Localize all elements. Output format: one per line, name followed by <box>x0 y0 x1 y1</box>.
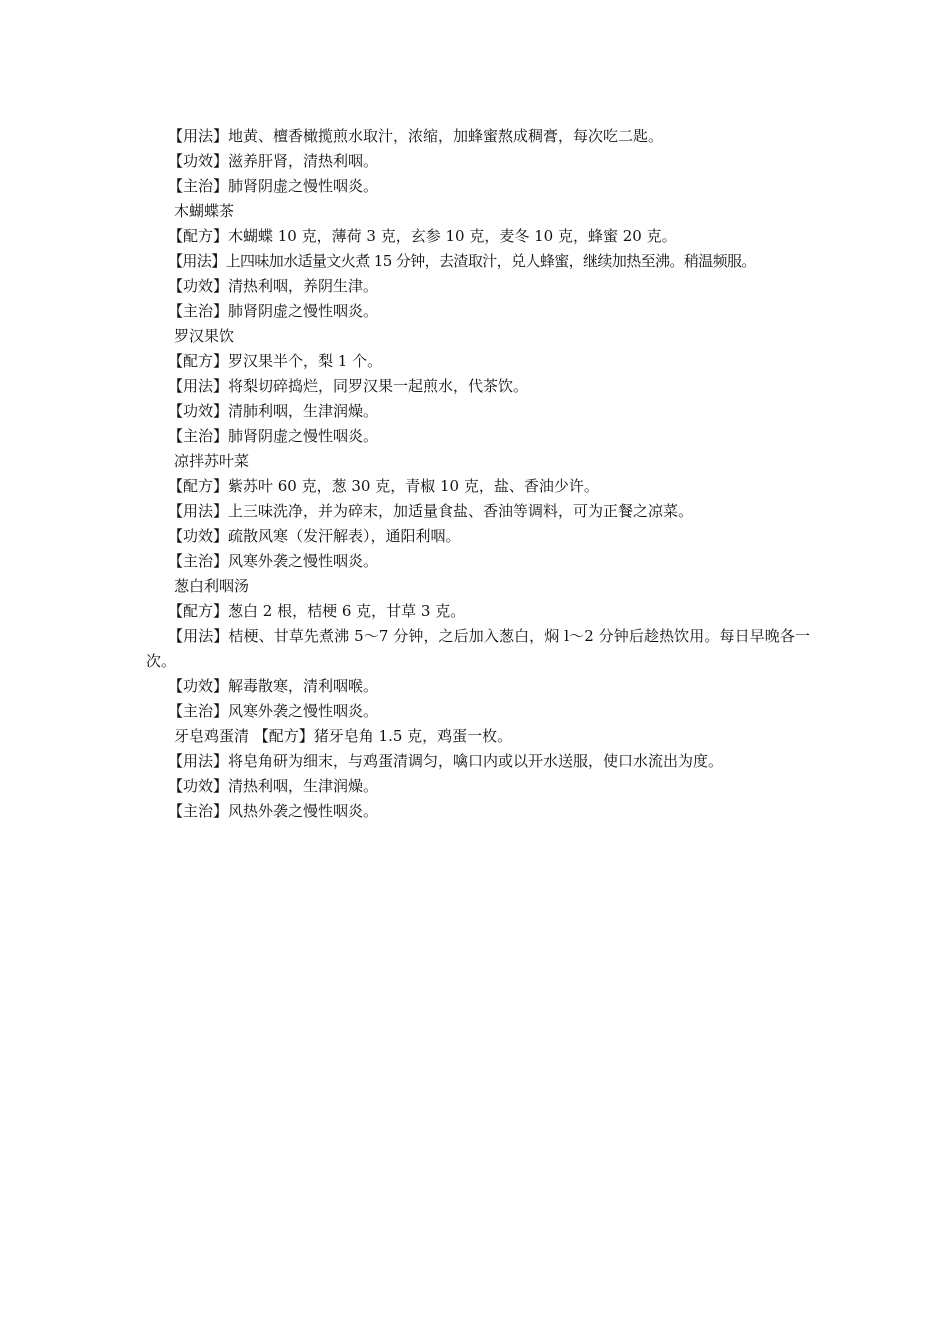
recipe-detail-line: 【用法】地黄、檀香橄揽煎水取汁，浓缩，加蜂蜜熬成稠膏，每次吃二匙。 <box>168 127 664 145</box>
recipe-detail-line: 【功效】解毒散寒，清利咽喉。 <box>168 677 379 695</box>
recipe-detail-line: 【主治】肺肾阴虚之慢性咽炎。 <box>168 177 379 195</box>
recipe-detail-line: 【用法】上四味加水适量文火煮 15 分钟，去渣取汁，兑人蜂蜜，继续加热至沸。稍温频服。 <box>168 252 756 270</box>
document-body <box>146 124 810 824</box>
recipe-detail-line: 【主治】风寒外袭之慢性咽炎。 <box>168 552 379 570</box>
recipe-detail-line: 【功效】清肺利咽，生津润燥。 <box>168 402 379 420</box>
recipe-detail-line: 【配方】紫苏叶 60 克，葱 30 克，青椒 10 克，盐、香油少许。 <box>168 477 599 495</box>
recipe-title: 木蝴蝶茶 <box>174 202 235 220</box>
recipe-detail-line: 【主治】风寒外袭之慢性咽炎。 <box>168 702 379 720</box>
recipe-detail-line: 【主治】肺肾阴虚之慢性咽炎。 <box>168 302 379 320</box>
recipe-detail-line: 【功效】疏散风寒（发汗解表），通阳利咽。 <box>168 527 461 545</box>
recipe-title: 凉拌苏叶菜 <box>174 452 250 470</box>
recipe-detail-line: 【用法】将梨切碎捣烂，同罗汉果一起煎水，代茶饮。 <box>168 377 529 395</box>
recipe-title: 牙皂鸡蛋清 【配方】猪牙皂角 1.5 克，鸡蛋一枚。 <box>174 727 513 745</box>
recipe-detail-line: 【配方】葱白 2 根，桔梗 6 克，甘草 3 克。 <box>168 602 466 620</box>
recipe-title: 葱白利咽汤 <box>174 577 250 595</box>
recipe-detail-line: 【配方】木蝴蝶 10 克，薄荷 3 克，玄参 10 克，麦冬 10 克，蜂蜜 20 克。 <box>168 227 677 245</box>
recipe-detail-line: 【主治】风热外袭之慢性咽炎。 <box>168 802 379 820</box>
recipe-detail-line: 【功效】滋养肝肾，清热利咽。 <box>168 152 379 170</box>
recipe-detail-line: 【主治】肺肾阴虚之慢性咽炎。 <box>168 427 379 445</box>
recipe-detail-line: 【用法】将皂角研为细末，与鸡蛋清调匀，噙口内或以开水送服，使口水流出为度。 <box>168 752 724 770</box>
recipe-detail-line: 【功效】清热利咽，生津润燥。 <box>168 777 379 795</box>
recipe-detail-line: 【用法】桔梗、甘草先煮沸 5～7 分钟，之后加入葱白，焖 l～2 分钟后趁热饮用。每日早晚各一次。 <box>146 627 810 670</box>
recipe-detail-line: 【用法】上三味洗净，并为碎末，加适量食盐、香油等调料，可为正餐之凉菜。 <box>168 502 694 520</box>
recipe-detail-line: 【功效】清热利咽，养阴生津。 <box>168 277 379 295</box>
recipe-detail-line: 【配方】罗汉果半个，梨 1 个。 <box>168 352 383 370</box>
recipe-title: 罗汉果饮 <box>174 327 235 345</box>
